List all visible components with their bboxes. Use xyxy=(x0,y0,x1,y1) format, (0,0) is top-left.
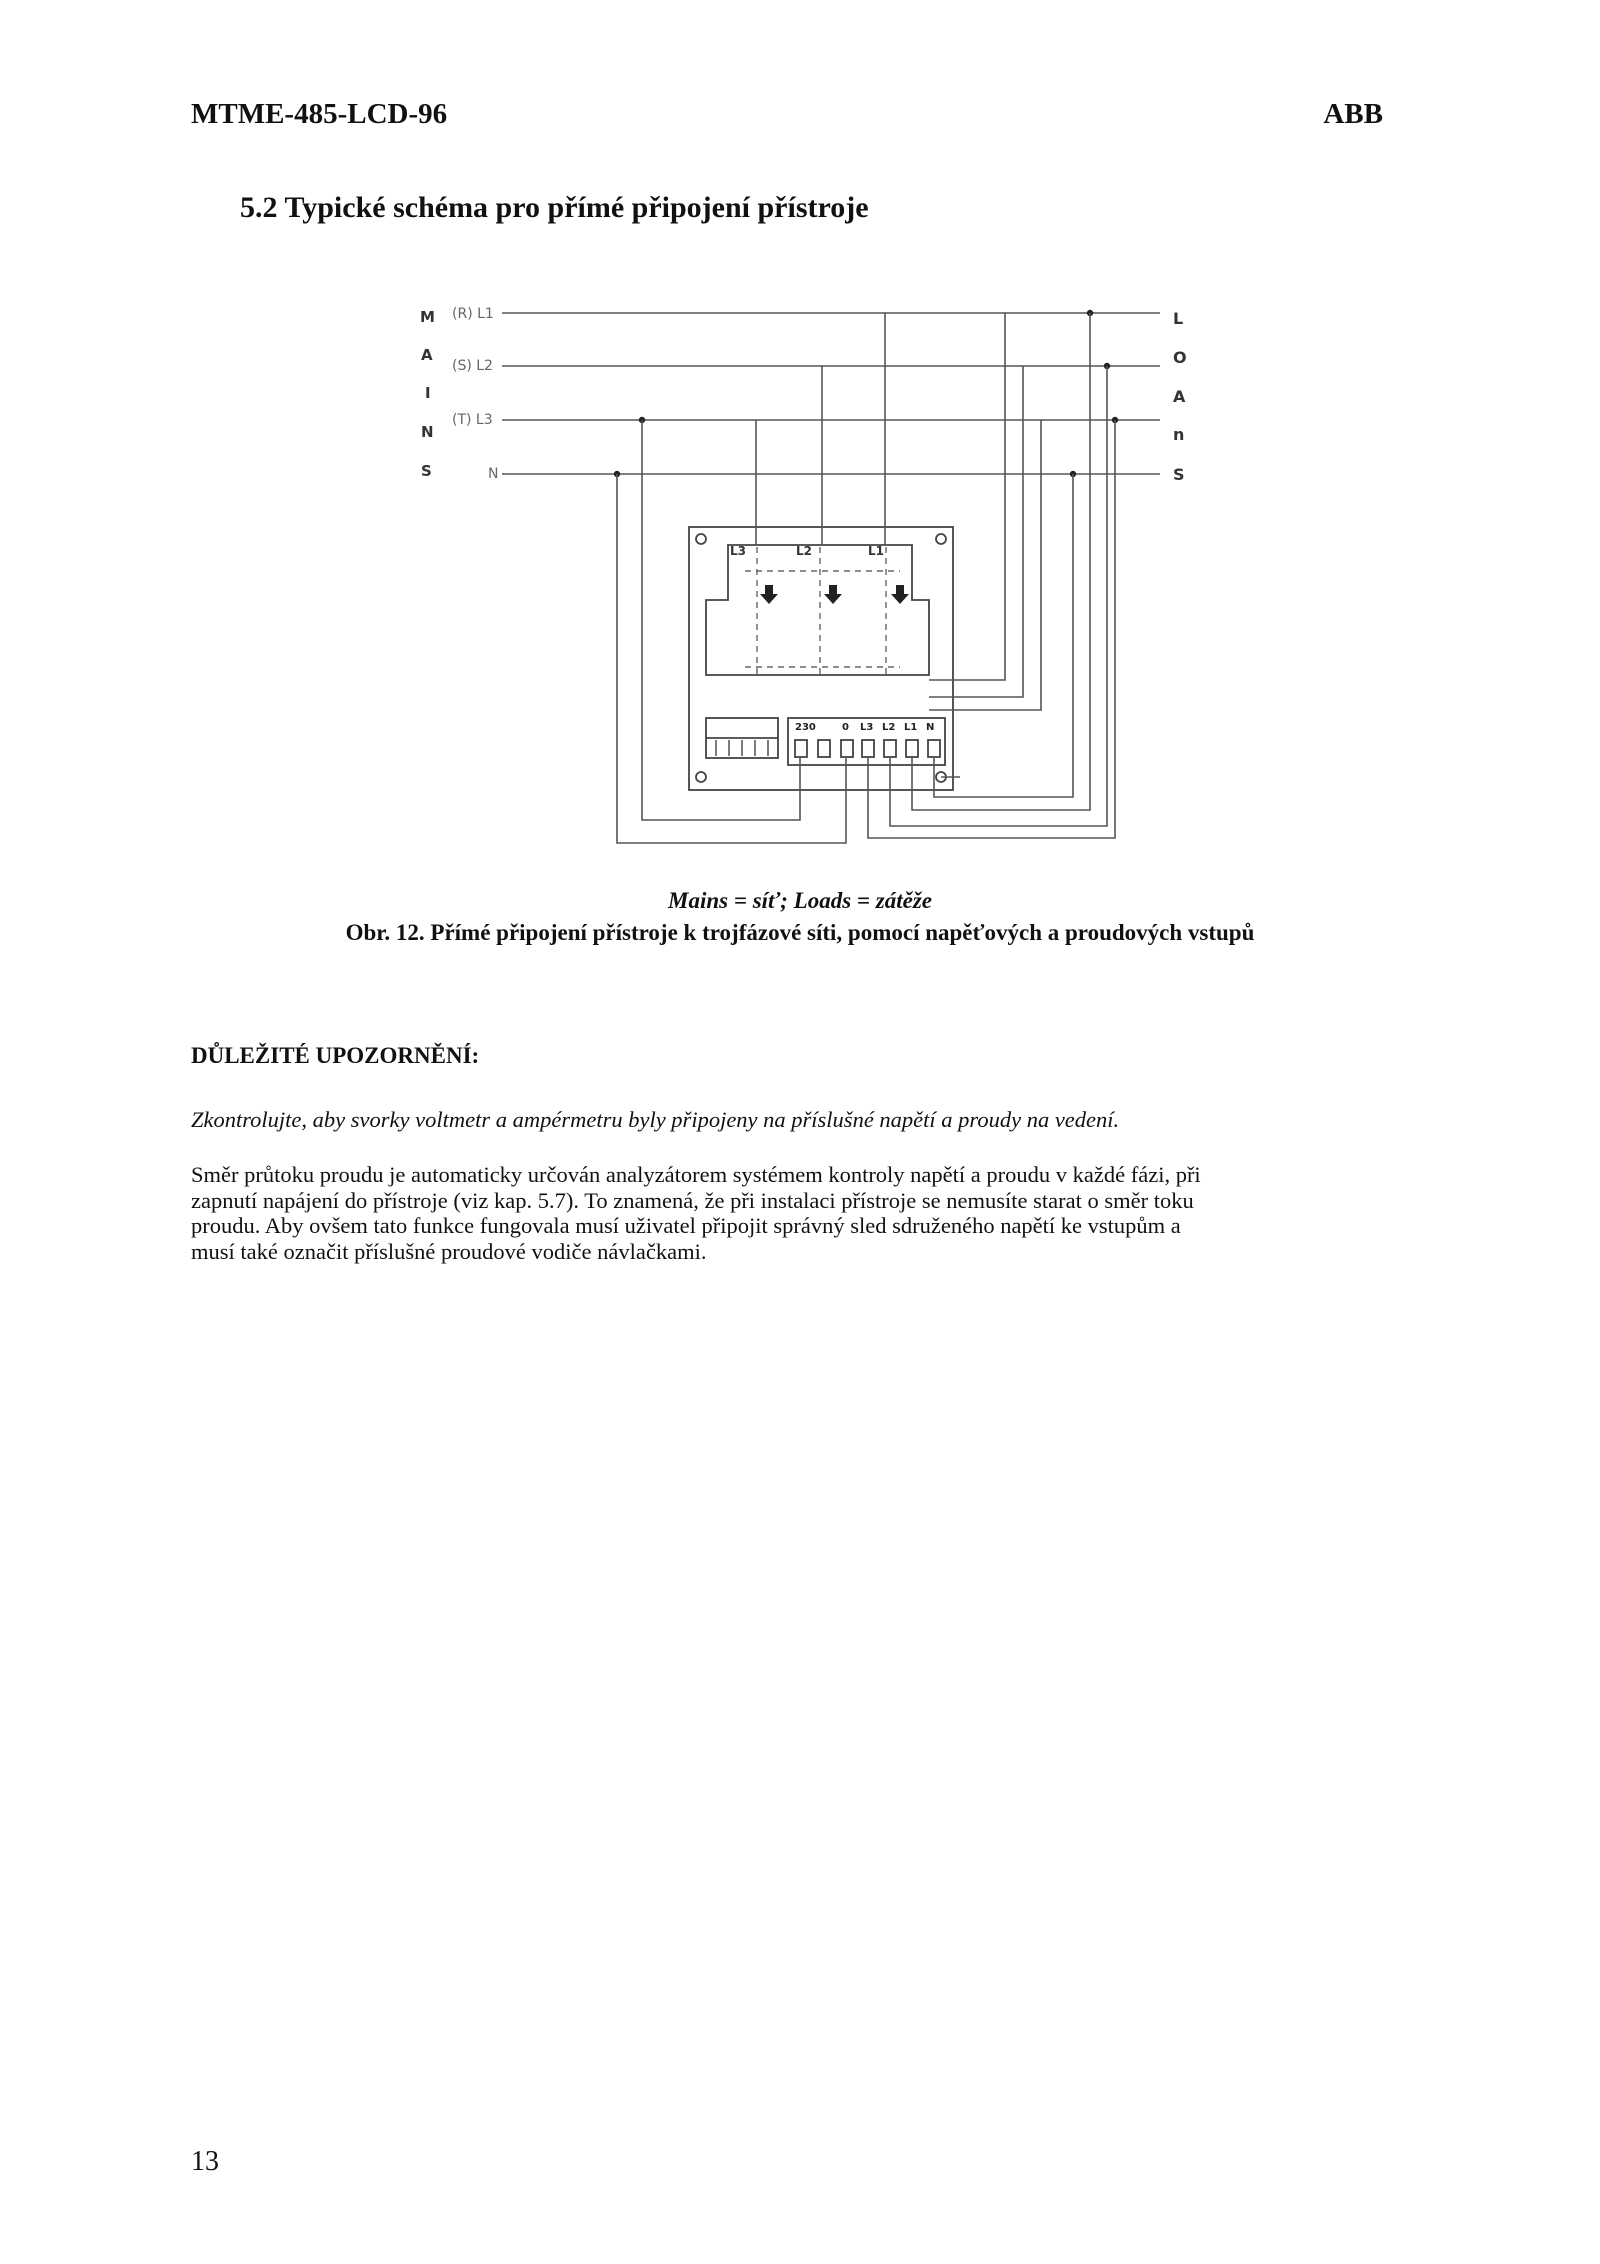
ct-label-l2: L2 xyxy=(796,544,812,558)
loads-letter: O xyxy=(1173,348,1187,367)
paragraph-line: musí také označit příslušné proudové vodiče návlačkami. xyxy=(191,1238,707,1264)
paragraph-line: zapnutí napájení do přístroje (viz kap. 5.7). To znamená, že při instalaci přístroje se nemusíte starat o směr toku xyxy=(191,1187,1194,1213)
wiring-diagram xyxy=(400,285,1230,855)
terminal-label: L2 xyxy=(882,722,896,733)
terminal-label: 230 xyxy=(795,722,816,733)
page-number: 13 xyxy=(191,2146,219,2177)
terminal-label: N xyxy=(926,722,935,733)
ct-label-l1: L1 xyxy=(868,544,884,558)
warning-title: DŮLEŽITÉ UPOZORNĚNÍ: xyxy=(191,1043,480,1068)
loads-letter: L xyxy=(1173,309,1184,328)
mains-letter: N xyxy=(421,423,434,441)
loads-letter: S xyxy=(1173,465,1185,484)
figure-caption: Obr. 12. Přímé připojení přístroje k trojfázové síti, pomocí napěťových a proudových vstupů xyxy=(345,920,1255,945)
loads-letter: A xyxy=(1173,387,1186,406)
mains-letter: M xyxy=(420,308,435,326)
paragraph-line: Směr průtoku proudu je automaticky určován analyzátorem systémem kontroly napětí a proudu v každé fázi, při xyxy=(191,1162,1201,1187)
line-label-l2: (S) L2 xyxy=(452,358,493,374)
line-label-l3: (T) L3 xyxy=(452,412,493,428)
junction-dots xyxy=(614,310,1118,477)
terminal-label: 0 xyxy=(842,722,849,733)
body-paragraph xyxy=(191,1162,1421,1264)
warning-text: Zkontrolujte, aby svorky voltmetr a ampérmetru byly připojeny na příslušné napětí a proudy na vedení. xyxy=(191,1107,1120,1132)
loads-letter: n xyxy=(1173,425,1185,444)
terminal-label: L3 xyxy=(860,722,874,733)
mains-label xyxy=(420,308,435,480)
terminal-label: L1 xyxy=(904,722,918,733)
paragraph-line: proudu. Aby ovšem tato funkce fungovala musí uživatel připojit správný sled sdruženého napětí ke vstupům a xyxy=(191,1213,1181,1238)
line-label-n: N xyxy=(488,466,499,482)
mains-letter: I xyxy=(425,384,431,402)
line-label-l1: (R) L1 xyxy=(452,306,494,322)
brand-name: ABB xyxy=(1323,98,1383,130)
loads-label xyxy=(1173,309,1187,484)
wiring xyxy=(617,313,1115,843)
mains-letter: S xyxy=(421,462,432,480)
meter-device xyxy=(689,527,953,790)
section-title: 5.2 Typické schéma pro přímé připojení přístroje xyxy=(240,191,869,224)
document-id: MTME-485-LCD-96 xyxy=(191,98,448,130)
ct-label-l3: L3 xyxy=(730,544,746,558)
figure-caption-legend: Mains = síť; Loads = zátěže xyxy=(668,888,932,913)
mains-letter: A xyxy=(421,346,433,364)
